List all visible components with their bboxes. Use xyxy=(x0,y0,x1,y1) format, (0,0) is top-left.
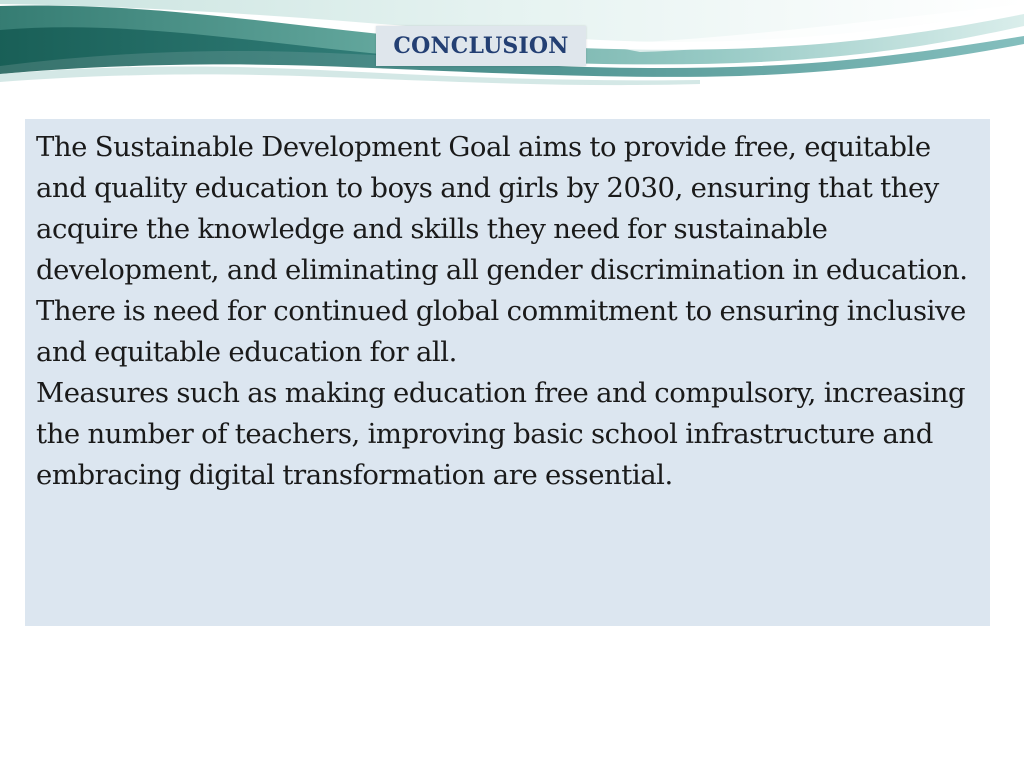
paragraph-sdg-aims: The Sustainable Development Goal aims to provide free, equitable and quality education to boys and girls by 2030, ensuring that they acquire the knowledge and skills they need for sustainable development, and eliminating all gender discrimination in education. There is need for continued global commitment to ensuring inclusive and equitable education for all. xyxy=(36,131,968,368)
paragraph-measures: Measures such as making education free and compulsory, increasing the number of teachers, improving basic school infrastructure and embracing digital transformation are essential. xyxy=(36,377,966,491)
slide-title: CONCLUSION xyxy=(393,33,569,59)
title-box xyxy=(376,26,586,66)
content-box xyxy=(25,119,990,626)
